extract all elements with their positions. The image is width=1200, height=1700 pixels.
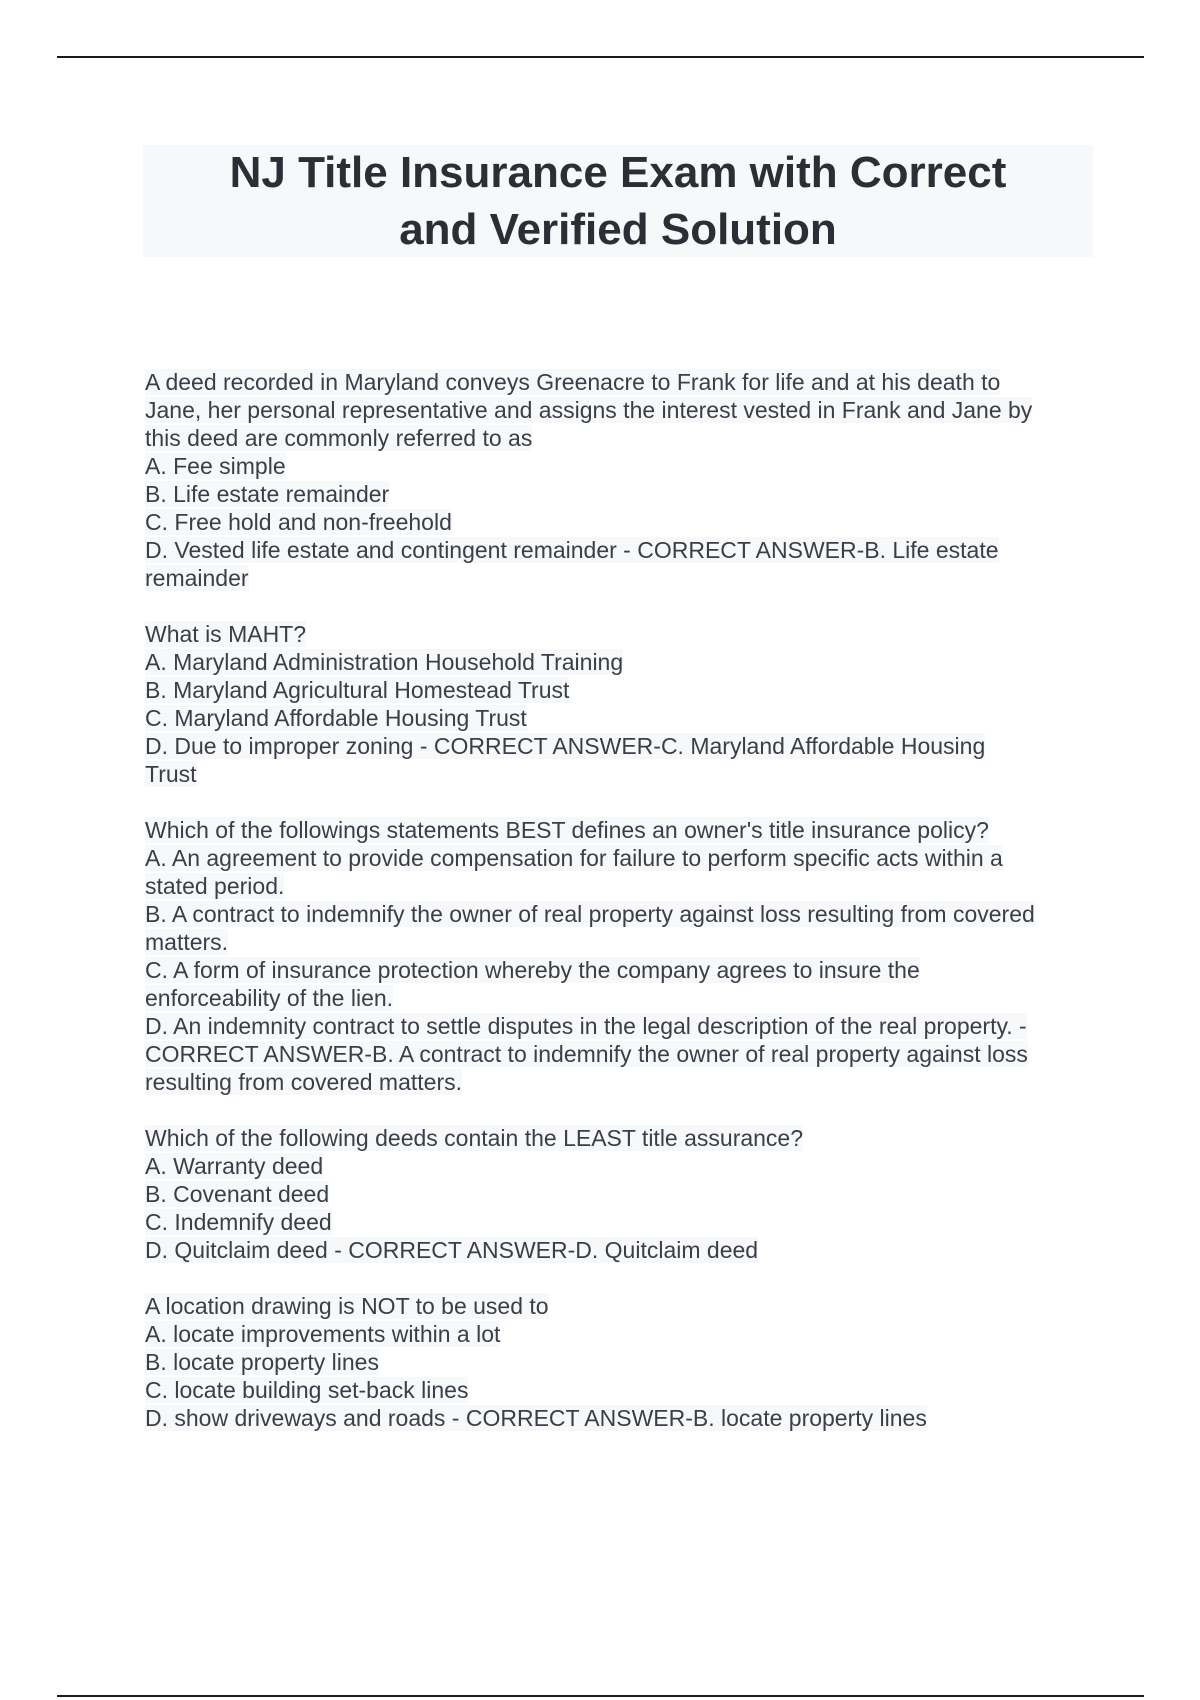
question-5-option-c: C. locate building set-back lines: [145, 1377, 469, 1403]
question-1: [145, 368, 1095, 592]
question-4-option-a: A. Warranty deed: [145, 1153, 324, 1179]
question-4-line-1: Which of the following deeds contain the LEAST title assurance?: [145, 1125, 804, 1151]
title-line-1: NJ Title Insurance Exam with Correct: [229, 148, 1007, 197]
question-2-option-b: B. Maryland Agricultural Homestead Trust: [145, 677, 570, 703]
question-2-option-c: C. Maryland Affordable Housing Trust: [145, 705, 527, 731]
question-3-option-a-cont: stated period.: [145, 873, 285, 899]
question-4-option-b: B. Covenant deed: [145, 1181, 330, 1207]
question-5-option-a: A. locate improvements within a lot: [145, 1321, 501, 1347]
question-3-option-d: D. An indemnity contract to settle disputes in the legal description of the real property. -: [145, 1013, 1027, 1039]
question-5-option-d: D. show driveways and roads - CORRECT ANSWER-B. locate property lines: [145, 1405, 927, 1431]
question-4-option-c: C. Indemnify deed: [145, 1209, 332, 1235]
question-2-answer-cont: Trust: [145, 761, 197, 787]
question-3-option-b: B. A contract to indemnify the owner of real property against loss resulting from covered: [145, 901, 1035, 927]
top-divider: [57, 56, 1144, 58]
question-5: [145, 1292, 1095, 1432]
question-1-option-c: C. Free hold and non-freehold: [145, 509, 452, 535]
question-1-option-b: B. Life estate remainder: [145, 481, 390, 507]
question-2-line-1: What is MAHT?: [145, 621, 307, 647]
question-3-option-b-cont: matters.: [145, 929, 229, 955]
question-2-option-a: A. Maryland Administration Household Training: [145, 649, 624, 675]
questions-list: [145, 368, 1095, 1460]
question-3: [145, 816, 1095, 1096]
question-1-answer-cont: remainder: [145, 565, 249, 591]
question-1-line-3: this deed are commonly referred to as: [145, 425, 533, 451]
question-1-line-2: Jane, her personal representative and assigns the interest vested in Frank and Jane by: [145, 397, 1033, 423]
question-3-line-1: Which of the followings statements BEST defines an owner's title insurance policy?: [145, 817, 989, 843]
question-2-option-d: D. Due to improper zoning - CORRECT ANSWER-C. Maryland Affordable Housing: [145, 733, 986, 759]
question-1-line-1: A deed recorded in Maryland conveys Greenacre to Frank for life and at his death to: [145, 369, 1001, 395]
question-3-option-c: C. A form of insurance protection whereby the company agrees to insure the: [145, 957, 920, 983]
question-4-option-d: D. Quitclaim deed - CORRECT ANSWER-D. Quitclaim deed: [145, 1237, 759, 1263]
title-block: [143, 145, 1093, 257]
question-5-line-1: A location drawing is NOT to be used to: [145, 1293, 549, 1319]
question-2: [145, 620, 1095, 788]
question-3-answer: CORRECT ANSWER-B. A contract to indemnify the owner of real property against loss: [145, 1041, 1028, 1067]
question-3-answer-cont: resulting from covered matters.: [145, 1069, 463, 1095]
question-4: [145, 1124, 1095, 1264]
question-1-option-d: D. Vested life estate and contingent remainder - CORRECT ANSWER-B. Life estate: [145, 537, 999, 563]
question-3-option-c-cont: enforceability of the lien.: [145, 985, 394, 1011]
question-3-option-a: A. An agreement to provide compensation for failure to perform specific acts within a: [145, 845, 1003, 871]
page-title: [230, 144, 1007, 258]
question-1-option-a: A. Fee simple: [145, 453, 286, 479]
title-line-2: and Verified Solution: [399, 205, 837, 254]
bottom-divider: [57, 1695, 1144, 1697]
question-5-option-b: B. locate property lines: [145, 1349, 379, 1375]
